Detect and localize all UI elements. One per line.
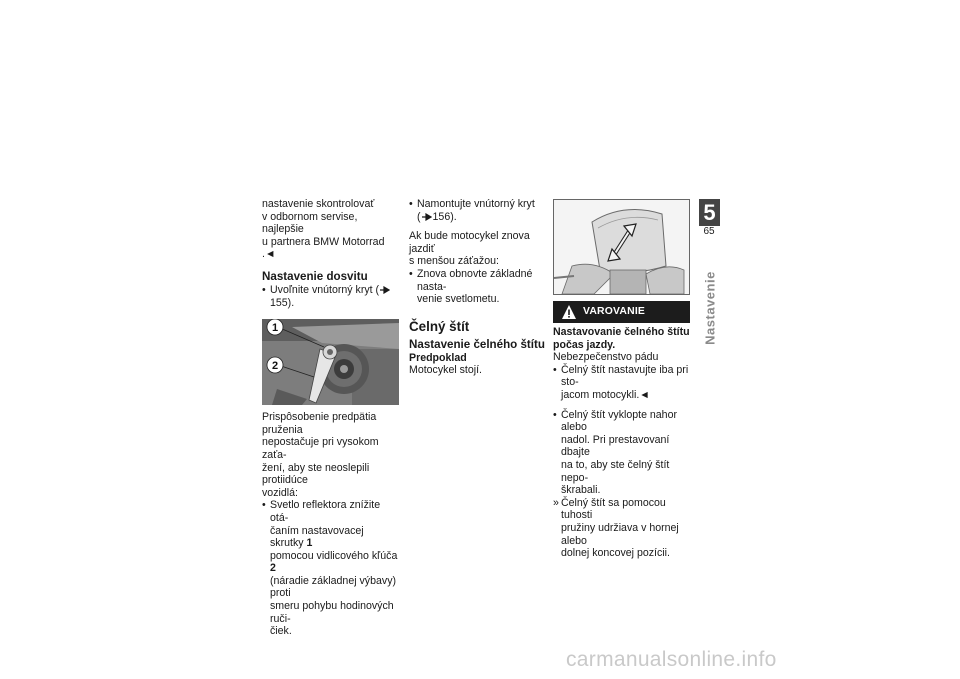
- section-title-vertical: Nastavenie: [702, 271, 718, 345]
- para-line: nepostačuje pri vysokom zaťa-: [262, 436, 379, 461]
- column-2: [409, 198, 546, 377]
- bullet: •: [262, 283, 266, 296]
- bullet: •: [262, 499, 266, 512]
- page-ref: 155).: [270, 296, 295, 309]
- headlight-adjustment-photo: [262, 319, 399, 405]
- end-mark: ◄: [264, 248, 276, 261]
- windscreen-photo: [553, 199, 690, 295]
- list-item: • Čelný štít nastavujte iba pri sto- jacom motocykli.◄: [553, 363, 689, 401]
- warning-triangle-icon: [561, 304, 577, 320]
- list-item: • Namontujte vnútorný kryt ( 156).: [409, 198, 535, 223]
- condition-text: Motocykel stojí.: [409, 364, 483, 377]
- result-item: » Čelný štít sa pomocou tuhosti pružiny udržiava v hornej alebo dolnej koncovej pozícii.: [553, 496, 679, 560]
- para-line: s menšou záťažou:: [409, 255, 499, 268]
- para-line: Prispôsobenie predpätia pruženia: [262, 411, 377, 436]
- figure-label-2: 2: [271, 360, 279, 373]
- end-mark: ◄: [639, 388, 650, 401]
- warning-title: počas jazdy.: [553, 338, 616, 351]
- page-number: 65: [697, 226, 721, 237]
- heading-prerequisite: Predpoklad: [409, 351, 467, 364]
- warning-label: VAROVANIE: [583, 305, 646, 317]
- intro-line: nastavenie skontrolovať: [262, 198, 375, 210]
- intro-line: v odbornom servise, najlepšie: [262, 210, 358, 236]
- warning-subtitle: Nebezpečenstvo pádu: [553, 351, 659, 364]
- list-item: • Čelný štít vyklopte nahor alebo nadol. Pri prestavovaní dbajte na to, aby ste čelný štít nepo- škrabali.: [553, 408, 677, 497]
- para-line: žení, aby ste neoslepili protiidúce: [262, 461, 370, 487]
- heading-headlight-aim: Nastavenie dosvitu: [262, 269, 368, 283]
- column-3: [553, 198, 690, 560]
- list-item: • Svetlo reflektora znížite otá- čaním nastavovacej skrutky 1 pomocou vidlicového kľúča 2 (náradie základnej výbavy) proti smeru pohybu hodinových ruči- čiek.: [262, 499, 398, 638]
- result-marker: »: [553, 496, 559, 509]
- page-ref-arrow-icon: [380, 286, 390, 294]
- intro-line: u partnera BMW Motorrad .◄: [262, 235, 385, 261]
- watermark: carmanualsonline.info: [566, 648, 777, 671]
- column-1: [262, 198, 399, 638]
- bullet: •: [409, 198, 413, 210]
- figure-label-1: 1: [271, 322, 279, 335]
- heading-windscreen-adjust: Nastavenie čelného štítu: [409, 337, 545, 351]
- heading-windscreen: Čelný štít: [409, 318, 470, 334]
- bullet: •: [553, 363, 557, 376]
- para-line: Ak bude motocykel znova jazdiť: [409, 230, 530, 255]
- list-item: • Znova obnovte základné nasta- venie svetlometu.: [409, 267, 533, 306]
- bullet: •: [553, 408, 557, 421]
- callout-1: 1: [306, 537, 313, 550]
- page-ref-arrow-icon: [422, 213, 432, 221]
- warning-title: Nastavovanie čelného štítu: [553, 326, 690, 338]
- chapter-number: 5: [703, 200, 716, 225]
- warning-bar: [553, 301, 690, 323]
- callout-2: 2: [270, 562, 276, 575]
- page-ref: 156).: [432, 210, 457, 223]
- list-item: • Uvoľnite vnútorný kryt (155).: [262, 284, 399, 309]
- para-line: vozidlá:: [262, 486, 298, 499]
- bullet: •: [409, 267, 413, 280]
